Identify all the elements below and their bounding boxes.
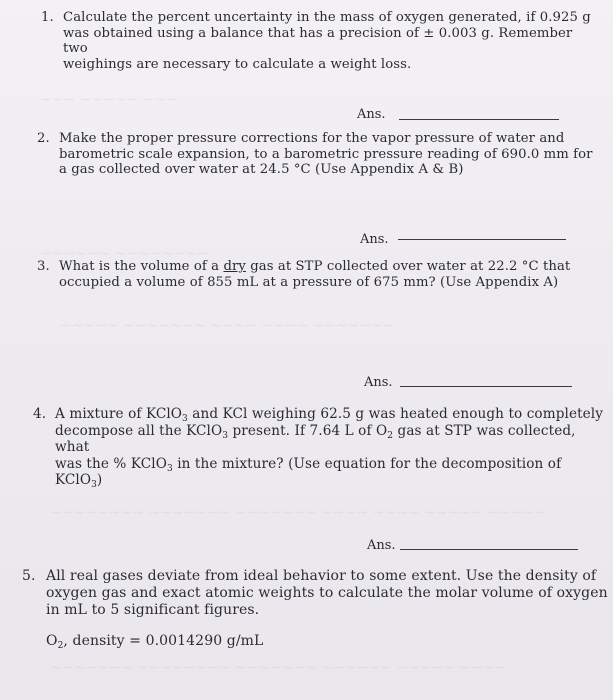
subscript: 2 — [387, 430, 394, 441]
question-text-line — [59, 259, 603, 275]
question-text-line: Calculate the percent uncertainty in the mass of oxygen generated, if 0.925 g — [63, 10, 591, 25]
answer-row-3 — [364, 375, 393, 390]
question-text-line — [55, 406, 605, 423]
question-text-line — [55, 423, 605, 456]
question-text-line: All real gases deviate from ideal behavior to some extent. Use the density of — [46, 568, 597, 584]
text-span: decompose all the KClO — [55, 422, 223, 439]
answer-blank[interactable] — [399, 119, 559, 120]
subscript: 3 — [166, 463, 173, 474]
answer-label: Ans. — [357, 107, 386, 122]
question-number: 1. — [41, 10, 54, 25]
answer-row-4 — [367, 538, 396, 553]
subscript: 3 — [222, 430, 229, 441]
bleed-through-text: ~~~ ~~~~~ ~~~ — [40, 92, 178, 108]
question-text-line: Make the proper pressure corrections for the vapor pressure of water and — [59, 131, 565, 146]
question-number: 5. — [22, 568, 36, 584]
question-number: 4. — [33, 406, 47, 422]
question-text-line: barometric scale expansion, to a barometric pressure reading of 690.0 mm for — [59, 146, 593, 162]
text-span: KClO — [55, 472, 92, 488]
question-text-line: weighings are necessary to calculate a weight loss. — [63, 56, 412, 72]
answer-row-1 — [357, 107, 386, 122]
question-text-line: was obtained using a balance that has a precision of ± 0.003 g. Remember two — [63, 25, 573, 56]
bleed-through-text: ~~~~~~~~ ~~~~~~~ ~~~~~~~ ~~~~ ~~~~ ~~~~~ ~~~~~ — [50, 505, 546, 521]
answer-row-2 — [360, 232, 389, 247]
question-number: 2. — [37, 131, 50, 146]
text-span: What is the volume of a — [59, 259, 224, 274]
question-text-line: in mL to 5 significant figures. — [46, 602, 260, 618]
answer-blank[interactable] — [400, 386, 572, 387]
answer-label: Ans. — [360, 232, 389, 247]
subscript: 3 — [182, 414, 188, 424]
bleed-through-text: ~~~~~~~ ~~~~~~~~ ~~~~~~~ ~~~~~~ ~~~~~ ~~~~ — [50, 660, 507, 676]
answer-label: Ans. — [364, 375, 393, 390]
subscript: 3 — [91, 480, 97, 490]
text-span: A mixture of KClO — [55, 406, 183, 422]
text-span: was the % KClO — [55, 455, 167, 472]
text-span: O — [46, 633, 58, 649]
question-number: 3. — [37, 259, 50, 274]
question-text-line — [55, 472, 605, 489]
question-text-line — [55, 456, 605, 473]
underlined-word-dry: dry — [223, 259, 246, 274]
text-span: in the mixture? (Use equation for the decomposition of — [172, 455, 562, 472]
subscript: 2 — [57, 641, 64, 651]
question-text-line: occupied a volume of 855 mL at a pressure of 675 mm? (Use Appendix A) — [59, 274, 559, 290]
text-span: , density = 0.0014290 g/mL — [63, 633, 264, 649]
text-span: ) — [96, 472, 103, 488]
text-span: gas at STP collected over water at 22.2 °C that — [245, 259, 571, 274]
text-span: present. If 7.64 L of O — [228, 422, 388, 439]
question-text-line: oxygen gas and exact atomic weights to calculate the molar volume of oxygen — [46, 585, 608, 601]
question-text-line: a gas collected over water at 24.5 °C (Use Appendix A & B) — [59, 162, 464, 177]
bleed-through-text: ~~~~~ ~~~~~~~ ~~~~ ~~~~ ~~~~~~~ — [60, 318, 395, 334]
text-span: and KCl weighing 62.5 g was heated enough to completely — [187, 406, 604, 422]
bleed-through-text: ~~~~~~ ~~~~~~~~ — [40, 246, 209, 262]
answer-blank[interactable] — [398, 239, 566, 240]
text-span: gas at STP was collected, what — [55, 422, 576, 455]
answer-label: Ans. — [367, 538, 396, 553]
answer-blank[interactable] — [400, 549, 578, 550]
density-given — [46, 633, 446, 650]
